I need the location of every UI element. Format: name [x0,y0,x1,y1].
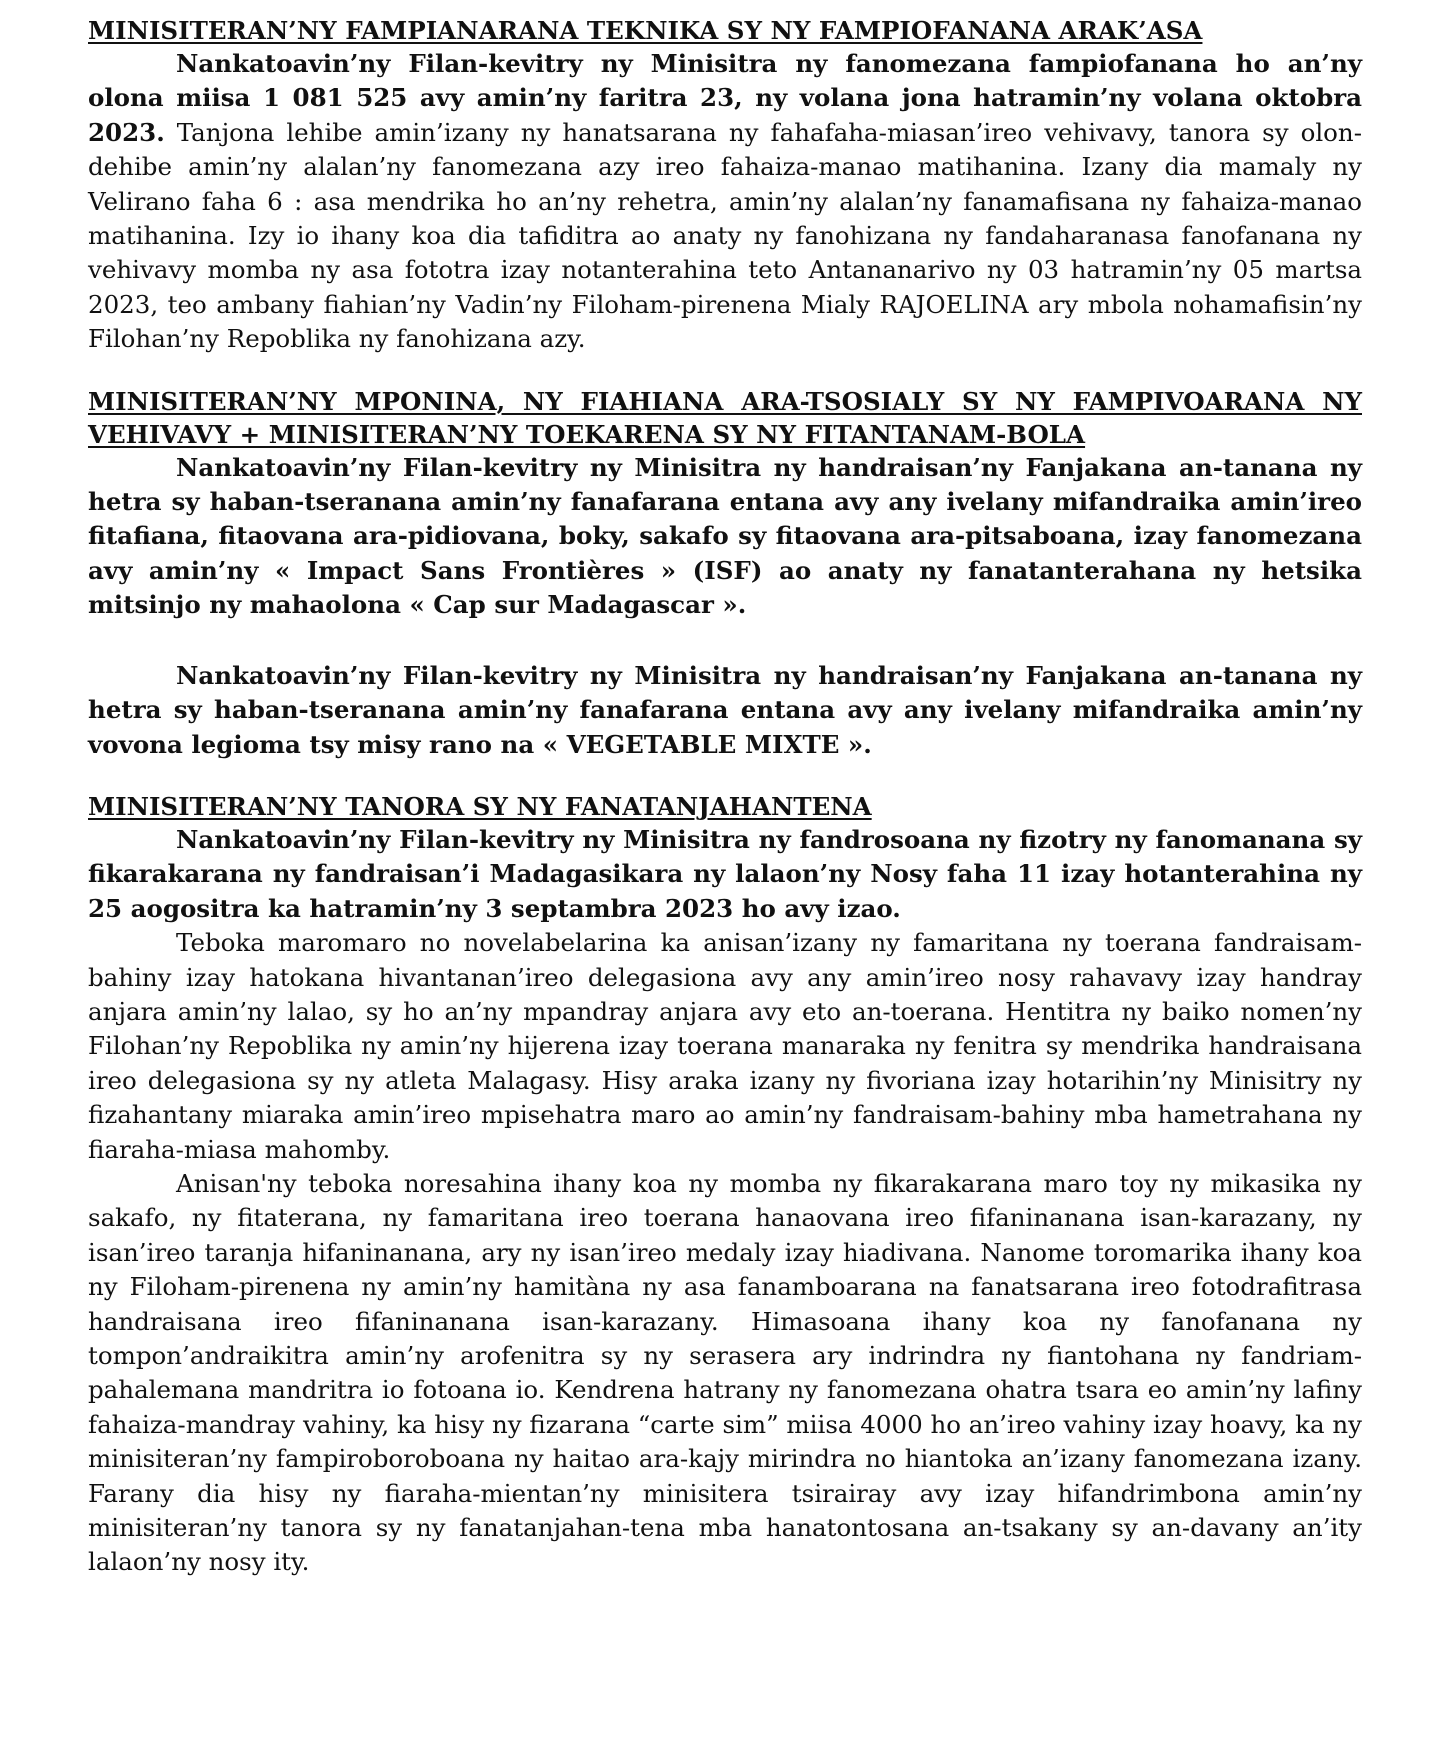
paragraph-bold-lead: Nankatoavin’ny Filan-kevitry ny Minisitra ny fandrosoana ny fizotry ny fanomanana sy fikarakarana ny fandraisan’i Madagasikara ny lalaon’ny Nosy faha 11 izay hotanterahina ny 25 aogositra ka hatramin’ny 3 septambra 2023 ho avy izao. [88,824,1362,923]
section-heading: MINISITERAN’NY MPONINA, NY FIAHIANA ARA-TSOSIALY SY NY FAMPIVOARANA NY VEHIVAVY + MINISITERAN’NY TOEKARENA SY NY FITANTANAM-BOLA [88,386,1362,449]
paragraph-bold-lead: Nankatoavin’ny Filan-kevitry ny Minisitra ny handraisan’ny Fanjakana an-tanana ny hetra sy haban-tseranana amin’ny fanafarana entana avy any ivelany mifandraika amin’ny vovona legioma tsy misy rano na « VEGETABLE MIXTE ». [88,660,1362,759]
paragraph-text: Anisan'ny teboka noresahina ihany koa ny momba ny fikarakarana maro toy ny mikasika ny sakafo, ny fitaterana, ny famaritana ireo toerana hanaovana ireo fifaninanana isan-karazany, ny isan’ireo taranja hifaninanana, ary ny isan’ireo medaly izay hiadivana. Nanome toromarika ihany koa ny Filoham-pirenena ny amin’ny hamitàna ny asa fanamboarana na fanatsarana ireo fotodrafitrasa handraisana ireo fifaninanana isan-karazany. Himasoana ihany koa ny fanofanana ny tompon’andraikitra amin’ny arofenitra sy ny serasera ary indrindra ny fiantohana ny fandriam-pahalemana mandritra io fotoana io. Kendrena hatrany ny fanomezana ohatra tsara eo amin’ny lafiny fahaiza-mandray vahiny, ka hisy ny fizarana “carte sim” miisa 4000 ho an’ireo vahiny izay hoavy, ka ny minisiteran’ny fampiroboroboana ny haitao ara-kajy mirindra no hiantoka an’izany fanomezana izany. Farany dia hisy ny fiaraha-mientan’ny minisitera tsirairay avy izay hifandrimbona amin’ny minisiteran’ny tanora sy ny fanatanjahan-tena mba hanatontosana an-tsakany sy an-davany an’ity lalaon’ny nosy ity. [88,1168,1362,1577]
section-heading: MINISITERAN’NY TANORA SY NY FANATANJAHANTENA [88,791,872,821]
section-spacer [88,357,1362,385]
section-youth-sports [88,790,1362,1580]
paragraph [88,451,1362,623]
paragraph-bold-lead: Nankatoavin’ny Filan-kevitry ny Minisitra ny fanomezana fampiofanana ho an’ny olona miisa 1 081 525 avy amin’ny faritra 23, ny volana jona hatramin’ny volana oktobra 2023. [88,49,1362,147]
paragraph-spacer [88,623,1362,659]
paragraph-text: Teboka maromaro no novelabelarina ka anisan’izany ny famaritana ny toerana fandraisam-bahiny izay hatokana hivantanan’ireo delegasiona avy any amin’ireo nosy rahavavy izay handray anjara amin’ny lalao, sy ho an’ny mpandray anjara avy eto an-toerana. Hentitra ny baiko nomen’ny Filohan’ny Repoblika ny amin’ny hijerena izay toerana manaraka ny fenitra sy mendrika handraisana ireo delegasiona sy ny atleta Malagasy. Hisy araka izany ny fivoriana izay hotarihin’ny Minisitry ny fizahantany miaraka amin’ireo mpisehatra maro ao amin’ny fandraisam-bahiny mba hametrahana ny fiaraha-miasa mahomby. [88,928,1362,1164]
paragraph-text: Tanjona lehibe amin’izany ny hanatsarana ny fahafaha-miasan’ireo vehivavy, tanora sy olon-dehibe amin’ny alalan’ny fanomezana azy ireo fahaiza-manao matihanina. Izany dia mamaly ny Velirano faha 6 : asa mendrika ho an’ny rehetra, amin’ny alalan’ny fanamafisana ny fahaiza-manao matihanina. Izy io ihany koa dia tafiditra ao anaty ny fanohizana ny fandaharanasa fanofanana ny vehivavy momba ny asa fototra izay notanterahina teto Antananarivo ny 03 hatramin’ny 05 martsa 2023, teo ambany fiahian’ny Vadin’ny Filoham-pirenena Mialy RAJOELINA ary mbola nohamafisin’ny Filohan’ny Repoblika ny fanohizana azy. [88,117,1362,354]
paragraph [88,47,1362,357]
paragraph [88,823,1362,926]
section-population-economy [88,385,1362,762]
paragraph-bold-lead: Nankatoavin’ny Filan-kevitry ny Minisitra ny handraisan’ny Fanjakana an-tanana ny hetra sy haban-tseranana amin’ny fanafarana entana avy any ivelany mifandraika amin’ireo fitafiana, fitaovana ara-pidiovana, boky, sakafo sy fitaovana ara-pitsaboana, izay fanomezana avy amin’ny « Impact Sans Frontières » (ISF) ao anaty ny fanatanterahana ny hetsika mitsinjo ny mahaolona « Cap sur Madagascar ». [88,452,1362,620]
section-spacer [88,762,1362,790]
paragraph [88,1167,1362,1580]
section-heading: MINISITERAN’NY FAMPIANARANA TEKNIKA SY NY FAMPIOFANANA ARAK’ASA [88,16,1203,45]
document-page [88,14,1362,1580]
section-technical-education [88,14,1362,357]
paragraph [88,926,1362,1167]
paragraph [88,659,1362,762]
